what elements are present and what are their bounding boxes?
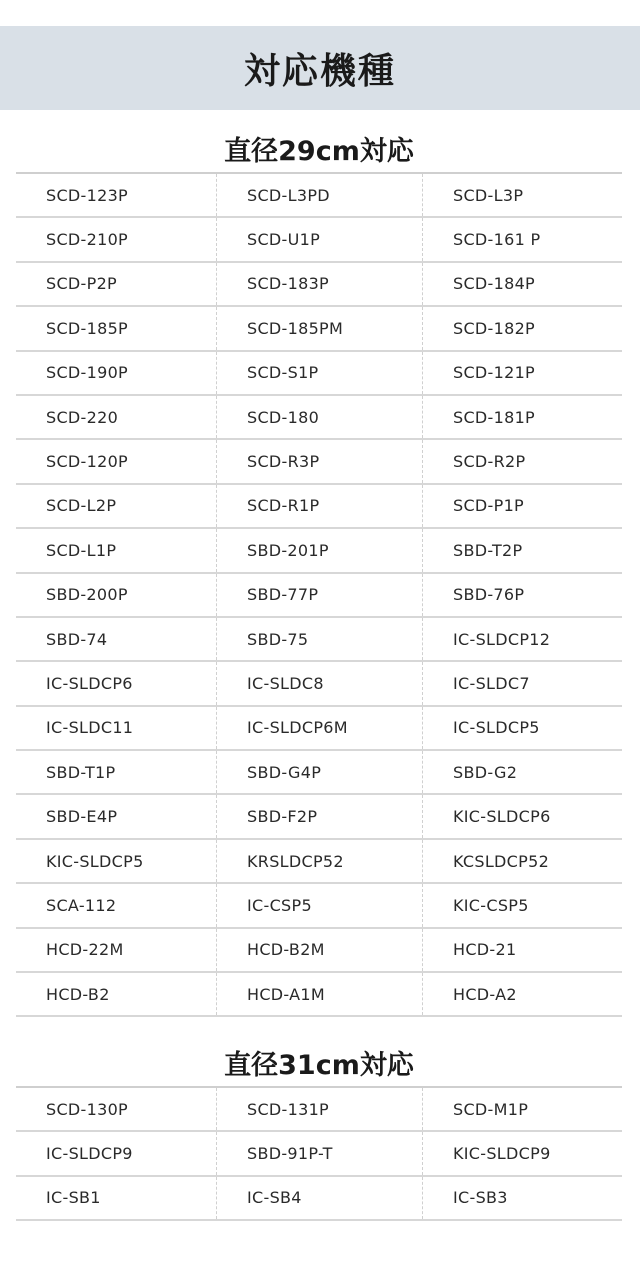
table-row bbox=[16, 529, 622, 573]
model-cell: HCD-A1M bbox=[217, 973, 423, 1015]
model-cell: SCD-U1P bbox=[217, 218, 423, 260]
model-cell: IC-SB4 bbox=[217, 1177, 423, 1219]
table-row bbox=[16, 840, 622, 884]
model-cell: KIC-SLDCP9 bbox=[453, 1144, 551, 1164]
model-cell: IC-SLDC7 bbox=[453, 673, 530, 693]
model-cell: KIC-CSP5 bbox=[453, 895, 529, 915]
model-cell: SCD-L2P bbox=[16, 485, 217, 527]
model-cell: SBD-T2P bbox=[453, 540, 523, 560]
model-table bbox=[16, 1086, 622, 1221]
table-row bbox=[16, 263, 622, 307]
model-cell: SCD-190P bbox=[16, 352, 217, 394]
model-cell: SBD-76P bbox=[453, 585, 525, 605]
model-cell: SCD-131P bbox=[217, 1088, 423, 1130]
model-cell: SCD-181P bbox=[453, 407, 536, 427]
table-row bbox=[16, 618, 622, 662]
model-cell: HCD-21 bbox=[453, 940, 517, 960]
table-row bbox=[16, 174, 622, 218]
model-cell: HCD-B2 bbox=[16, 973, 217, 1015]
model-cell: SBD-T1P bbox=[16, 751, 217, 793]
model-cell: IC-SB3 bbox=[453, 1188, 508, 1208]
model-cell: SBD-74 bbox=[16, 618, 217, 660]
model-cell: SCD-120P bbox=[16, 440, 217, 482]
model-cell: SCD-M1P bbox=[453, 1099, 529, 1119]
model-cell: IC-SLDCP12 bbox=[453, 629, 551, 649]
model-cell: SBD-G4P bbox=[217, 751, 423, 793]
table-row bbox=[16, 751, 622, 795]
model-cell: SCD-161 P bbox=[453, 230, 541, 250]
model-cell: SCD-S1P bbox=[217, 352, 423, 394]
model-cell: IC-SLDCP9 bbox=[16, 1132, 217, 1174]
model-cell: SCD-130P bbox=[16, 1088, 217, 1130]
model-cell: SCD-184P bbox=[453, 274, 536, 294]
model-cell: HCD-22M bbox=[16, 929, 217, 971]
model-cell: SCD-185PM bbox=[217, 307, 423, 349]
model-cell: SCD-210P bbox=[16, 218, 217, 260]
model-cell: SBD-201P bbox=[217, 529, 423, 571]
model-cell: KIC-SLDCP5 bbox=[16, 840, 217, 882]
model-cell: IC-SLDC11 bbox=[16, 707, 217, 749]
model-table bbox=[16, 172, 622, 1017]
model-cell: SCD-L3PD bbox=[217, 174, 423, 216]
model-cell: SCD-L1P bbox=[16, 529, 217, 571]
page-title: 対応機種 bbox=[243, 50, 396, 92]
table-row bbox=[16, 574, 622, 618]
model-cell: IC-CSP5 bbox=[217, 884, 423, 926]
model-cell: SCD-P1P bbox=[453, 496, 524, 516]
table-row bbox=[16, 707, 622, 751]
model-cell: IC-SLDCP6 bbox=[16, 662, 217, 704]
model-cell: SCD-L3P bbox=[453, 185, 524, 205]
model-cell: SCD-121P bbox=[453, 363, 536, 383]
model-cell: HCD-B2M bbox=[217, 929, 423, 971]
table-row bbox=[16, 218, 622, 262]
model-cell: SCD-185P bbox=[16, 307, 217, 349]
model-cell: SCD-123P bbox=[16, 174, 217, 216]
model-cell: SCA-112 bbox=[16, 884, 217, 926]
model-cell: SBD-77P bbox=[217, 574, 423, 616]
section-29cm bbox=[16, 132, 622, 1017]
table-row bbox=[16, 440, 622, 484]
model-cell: KCSLDCP52 bbox=[453, 851, 550, 871]
table-row bbox=[16, 485, 622, 529]
model-cell: SCD-R2P bbox=[453, 452, 526, 472]
table-row bbox=[16, 352, 622, 396]
model-cell: HCD-A2 bbox=[453, 984, 517, 1004]
model-cell: IC-SLDC8 bbox=[217, 662, 423, 704]
model-cell: KRSLDCP52 bbox=[217, 840, 423, 882]
table-row bbox=[16, 396, 622, 440]
model-cell: KIC-SLDCP6 bbox=[453, 807, 551, 827]
model-cell: IC-SLDCP5 bbox=[453, 718, 540, 738]
section-title: 直径29cm対応 bbox=[224, 136, 414, 167]
model-cell: SCD-R3P bbox=[217, 440, 423, 482]
section-31cm bbox=[16, 1046, 622, 1221]
table-row bbox=[16, 973, 622, 1017]
table-row bbox=[16, 662, 622, 706]
model-cell: SCD-183P bbox=[217, 263, 423, 305]
model-cell: SBD-75 bbox=[217, 618, 423, 660]
header-band bbox=[0, 26, 640, 110]
model-cell: IC-SB1 bbox=[16, 1177, 217, 1219]
model-cell: IC-SLDCP6M bbox=[217, 707, 423, 749]
table-row bbox=[16, 1177, 622, 1221]
model-cell: SCD-R1P bbox=[217, 485, 423, 527]
model-cell: SBD-91P-T bbox=[217, 1132, 423, 1174]
table-row bbox=[16, 1088, 622, 1132]
table-row bbox=[16, 795, 622, 839]
model-cell: SCD-182P bbox=[453, 318, 536, 338]
model-cell: SBD-E4P bbox=[16, 795, 217, 837]
section-title: 直径31cm対応 bbox=[224, 1050, 414, 1081]
model-cell: SCD-180 bbox=[217, 396, 423, 438]
table-row bbox=[16, 884, 622, 928]
table-row bbox=[16, 929, 622, 973]
model-cell: SCD-220 bbox=[16, 396, 217, 438]
model-cell: SCD-P2P bbox=[16, 263, 217, 305]
table-row bbox=[16, 1132, 622, 1176]
model-cell: SBD-F2P bbox=[217, 795, 423, 837]
model-cell: SBD-G2 bbox=[453, 762, 518, 782]
table-row bbox=[16, 307, 622, 351]
model-cell: SBD-200P bbox=[16, 574, 217, 616]
